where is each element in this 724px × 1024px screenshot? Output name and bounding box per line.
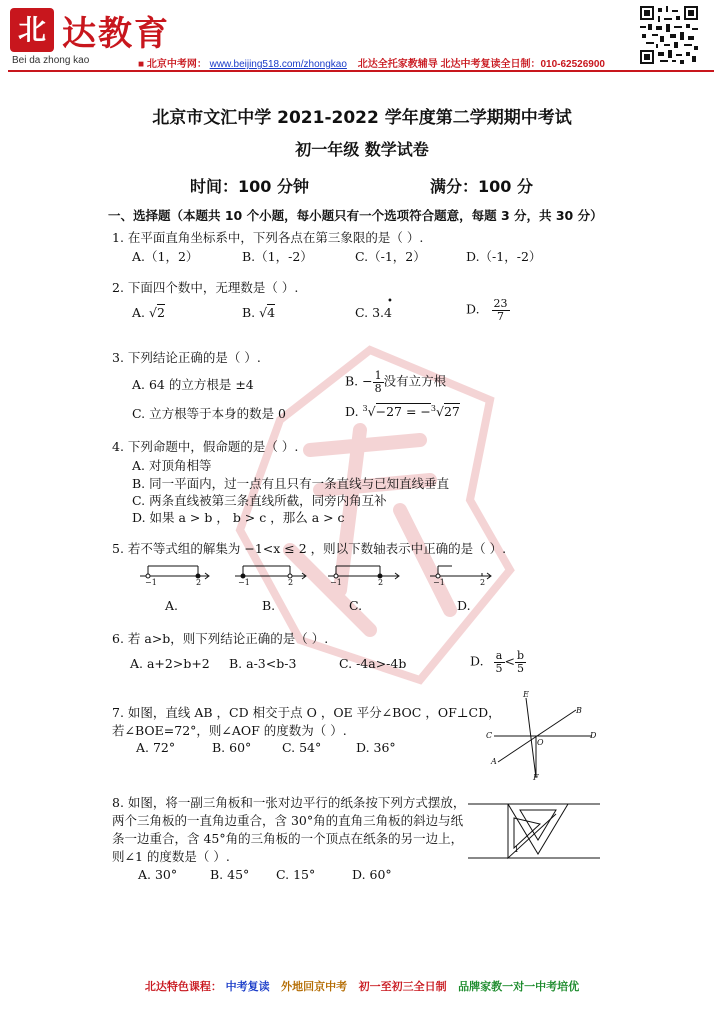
q8-line1: 8. 如图，将一副三角板和一张对边平行的纸条按下列方式摆放， (112, 795, 466, 810)
q7-label-c: C (486, 731, 493, 740)
q6-option-b[interactable]: B. a-3<b-3 (229, 656, 297, 671)
q7-option-c[interactable]: C. 54° (282, 740, 322, 755)
footer-courses (0, 978, 724, 994)
q7-label-e: E (523, 690, 529, 699)
q7-figure (484, 690, 604, 785)
exam-time: 时间：100 分钟 (190, 177, 309, 196)
q1-stem: 1. 在平面直角坐标系中，下列各点在第三象限的是（ ）. (112, 230, 424, 245)
footer-course-3[interactable]: 初一至初三全日制 (358, 980, 447, 993)
q2-option-b[interactable]: B. √4 (242, 305, 276, 320)
q4-stem: 4. 下列命题中，假命题的是（ ）. (112, 439, 299, 454)
q3-option-c[interactable]: C. 立方根等于本身的数是 0 (132, 406, 286, 421)
q7-label-d: D (590, 731, 597, 740)
q5-tick-c-pos: 2 (378, 578, 384, 587)
q6-option-a[interactable]: A. a+2>b+2 (130, 656, 210, 671)
q7-option-a[interactable]: A. 72° (136, 740, 176, 755)
q5-tick-b-neg: −1 (238, 578, 250, 587)
exam-subtitle: 初一年级 数学试卷 (295, 140, 429, 159)
q4-option-c[interactable]: C. 两条直线被第三条直线所截，同旁内角互补 (132, 493, 387, 508)
q1-option-c[interactable]: C.（-1，2） (355, 249, 426, 264)
exam-score: 满分：100 分 (430, 177, 533, 196)
q7-line1: 7. 如图，直线 AB ，CD 相交于点 O ，OE 平分∠BOC ，OF⊥CD， (112, 705, 501, 720)
q3-option-d[interactable]: D. $^3$√−27 = −$^3$√27 (345, 404, 460, 420)
q6-stem: 6. 若 a>b，则下列结论正确的是（ ）. (112, 631, 329, 646)
q5-option-d[interactable]: D. (457, 598, 471, 613)
exam-title: 北京市文汇中学 2021-2022 学年度第二学期期中考试 (152, 108, 572, 128)
q6-option-c[interactable]: C. -4a>-4b (339, 656, 407, 671)
q4-option-a[interactable]: A. 对顶角相等 (132, 458, 212, 473)
q5-tick-d-pos: 2 (480, 578, 486, 587)
q7-label-a: A (491, 757, 497, 766)
q7-line2: 若∠BOE=72°，则∠AOF 的度数为（ ）. (112, 723, 347, 738)
q5-tick-c-neg: −1 (330, 578, 342, 587)
q8-line3: 条一边重合，含 45°角的三角板的一个顶点在纸条的另一边上， (112, 831, 464, 846)
q2-option-c[interactable]: C. 3. • 4 (355, 296, 393, 320)
q7-label-b: B (576, 706, 582, 715)
section-title: 一、选择题（本题共 10 个小题，每小题只有一个选项符合题意，每题 3 分，共 30 分） (108, 208, 603, 223)
q5-option-a[interactable]: A. (165, 598, 179, 613)
q5-option-b[interactable]: B. (262, 598, 276, 613)
footer-course-1[interactable]: 中考复读 (225, 980, 270, 993)
q8-angle-label: 1 (514, 845, 520, 854)
logo-pinyin: Bei da zhong kao (12, 55, 90, 66)
q7-label-o: O (537, 738, 544, 747)
q4-option-d[interactable]: D. 如果 a > b ， b > c ，那么 a > c (132, 510, 345, 525)
header-url-link[interactable]: www.beijing518.com/zhongkao (209, 59, 347, 70)
q8-figure (468, 796, 603, 866)
q3-option-a[interactable]: A. 64 的立方根是 ±4 (132, 377, 254, 392)
footer-label: 北达特色课程： (144, 980, 222, 993)
q4-option-b[interactable]: B. 同一平面内，过一点有且只有一条直线与已知直线垂直 (132, 476, 450, 491)
q8-option-c[interactable]: C. 15° (276, 867, 316, 882)
q5-tick-a-neg: −1 (145, 578, 157, 587)
header-bullet: ■ 北京中考网： (138, 59, 207, 70)
q8-option-d[interactable]: D. 60° (352, 867, 392, 882)
q8-option-b[interactable]: B. 45° (210, 867, 250, 882)
q2-stem: 2. 下面四个数中，无理数是（ ）. (112, 280, 299, 295)
q3-stem: 3. 下列结论正确的是（ ）. (112, 350, 261, 365)
q5-stem: 5. 若不等式组的解集为 −1<x ≤ 2 ，则以下数轴表示中正确的是（ ）. (112, 541, 507, 556)
q2-option-a[interactable]: A. √2 (132, 305, 165, 320)
q7-option-d[interactable]: D. 36° (356, 740, 396, 755)
q5-tick-d-neg: −1 (433, 578, 445, 587)
q1-option-b[interactable]: B.（1，-2） (242, 249, 313, 264)
header-divider (8, 70, 714, 72)
logo-name: 达教育 (62, 14, 170, 54)
q7-option-b[interactable]: B. 60° (212, 740, 252, 755)
q5-tick-b-pos: 2 (288, 578, 294, 587)
qr-code-icon (640, 6, 698, 64)
q2-option-d[interactable]: D. $\frac{23}{7}$ (466, 297, 508, 323)
footer-course-2[interactable]: 外地回京中考 (281, 980, 348, 993)
q1-option-a[interactable]: A.（1，2） (132, 249, 199, 264)
header-slogan: 北达全托家教辅导 北达中考复读全日制：010-62526900 (357, 59, 605, 70)
q8-line4: 则∠1 的度数是（ ）. (112, 849, 230, 864)
q8-line2: 两个三角板的一直角边重合，含 30°角的直角三角板的斜边与纸 (112, 813, 464, 828)
q7-label-f: F (533, 773, 539, 782)
q5-option-c[interactable]: C. (349, 598, 363, 613)
q1-option-d[interactable]: D.（-1，-2） (466, 249, 542, 264)
q3-option-b[interactable]: B. − $\frac{1}{8}$ 没有立方根 (345, 369, 447, 395)
footer-course-4[interactable]: 品牌家教一对一中考培优 (458, 980, 580, 993)
q6-option-d[interactable]: D. $\frac{a}{5}$ < $\frac{b}{5}$ (470, 649, 525, 675)
q8-option-a[interactable]: A. 30° (138, 867, 178, 882)
header-contact (138, 55, 605, 70)
logo-badge: 北 (10, 8, 54, 52)
q5-tick-a-pos: 2 (196, 578, 202, 587)
